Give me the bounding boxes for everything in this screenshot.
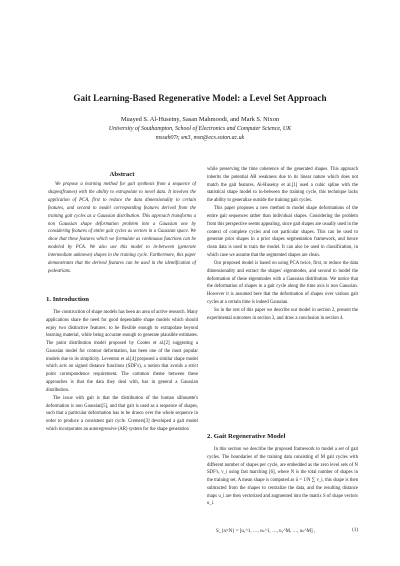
section2-paragraph: In this section we describe the proposed framework to model a set of gait cycles. The boundaries of the training data consisting of M gait cycles with different number of shapes per cycle, are embedded as the zero level sets of N SDF's, v_i using fast marching [6], where N is the total number of shapes in the training set. A mean shape is computed as ū = 1/N ∑ v_i, this shape is then subtracted from the shapes to centralize the data, and the resulting distance maps u_i are then vectorized and augmented into the matrix S of shape vectors u_i. — [207, 447, 358, 507]
introduction-heading: 1. Introduction — [46, 296, 89, 303]
equation-text: S_{n×N} = [u₁^1, …, uₙ^1, …, u₁^M, …, uₙ^M] , — [216, 529, 315, 534]
abstract-text: We propose a learning method for gait synthesis from a sequence of shapes(frames) with the ability to extrapolate to novel data. It involves the application of PCA, first to reduce the data dimensionality to certain features, and second to model corresponding features derived from the training gait cycles as a Gaussian distribution. This approach transforms a non Gaussian shape deformation problem into a Gaussian one by considering features of entire gait cycles as vectors in a Gaussian space. We show that these features which we formulate as continuous functions can be modeled by PCA. We also use this model to in-between (generate intermediate unknown) shapes in the training cycle. Furthermore, this paper demonstrates that the derived features can be used in the identification of pedestrians. — [48, 182, 196, 274]
affiliation: University of Southampton, School of Electronics and Computer Science, UK — [108, 126, 292, 132]
introduction-body — [46, 309, 198, 434]
section2-body — [207, 446, 358, 508]
right-column-body — [207, 166, 358, 323]
abstract-heading: Abstract — [109, 171, 135, 178]
right-paragraph: while preserving the time coherence of the generated shapes. This approach inherits the potential AR weakness due to its linear nature which does not match the gait features. Al-Huseiny et al.[1] used a cubic spline with the statistical shape model to in-between the training cycle, this technique lacks the ability to generalize outside the training gait cycles. — [207, 167, 358, 203]
right-paragraph: So in the rest of this paper we describe our model in section 2, present the experimental outcomes in section 3, and draw a conclusion in section 4. — [207, 308, 358, 321]
intro-paragraph: The construction of shape models has been an area of active research. Many applications share the need for good dependable shape models which should enjoy two distinctive features: to be flexible enough to extrapolate beyond learning material, while being accurate enough to generate plausible estimates. The point distribution model proposed by Cootes et al.[2] suggesting a Gaussian model for contour deformation, has been one of the most popular models due to its simplicity. Leventon et al.[4] proposed a similar shape model which acts on signed distance functions (SDF's), a notion that avoids a strict point correspondence requirement. The common theme between these approaches is that the data they deal with, has in general a Gaussian distribution. — [46, 310, 198, 393]
equation-number: (1) — [352, 528, 358, 533]
right-paragraph: Our proposed model is based on using PCA twice, first, to reduce the data dimensionality and extract the shapes' eigenmodes, and second to model the deformation of these eigenmodes with a Gaussian distribution. We notice that the deformation of shapes in a gait cycle along the time axis is non Gaussian. However it is assumed here that the deformation of shapes over various gait cycles at a certain time is indeed Gaussian. — [207, 261, 358, 305]
intro-paragraph: The issue with gait is that the distribution of the human silhouette's deformation is non Gaussian[5], and that gait is used as a sequence of shapes, such that a particular deformation has to be drawn over the whole sequence in order to produce a consistent gait cycle. Cremers[3] developed a gait model which incorporates an autoregressive (AR) system for the shape generation — [46, 395, 198, 432]
paper-title: Gait Learning-Based Regenerative Model: a Level Set Approach — [73, 93, 327, 103]
author-list: Muayed S. Al-Huseiny, Sasan Mahmoodi, and Mark S. Nixon — [120, 116, 280, 123]
right-paragraph: This paper proposes a new method to model shape deformations of the entire gait sequences rather than individual shapes. Considering the problem from this perspective seems appealing, since gait shapes are usually used in the context of complete cycles and not particular shapes. This can be used to generate prior shapes in a prior shapes segmentation framework, and hence clean data is used to train the model. It can also be used in classification, in which case we assume that the segmented shapes are clean. — [207, 206, 358, 258]
equation-1 — [216, 528, 358, 534]
author-email: mssah07r, sm3, msn@ecs.soton.ac.uk — [155, 135, 245, 141]
section2-heading: 2. Gait Regenerative Model — [207, 433, 286, 440]
